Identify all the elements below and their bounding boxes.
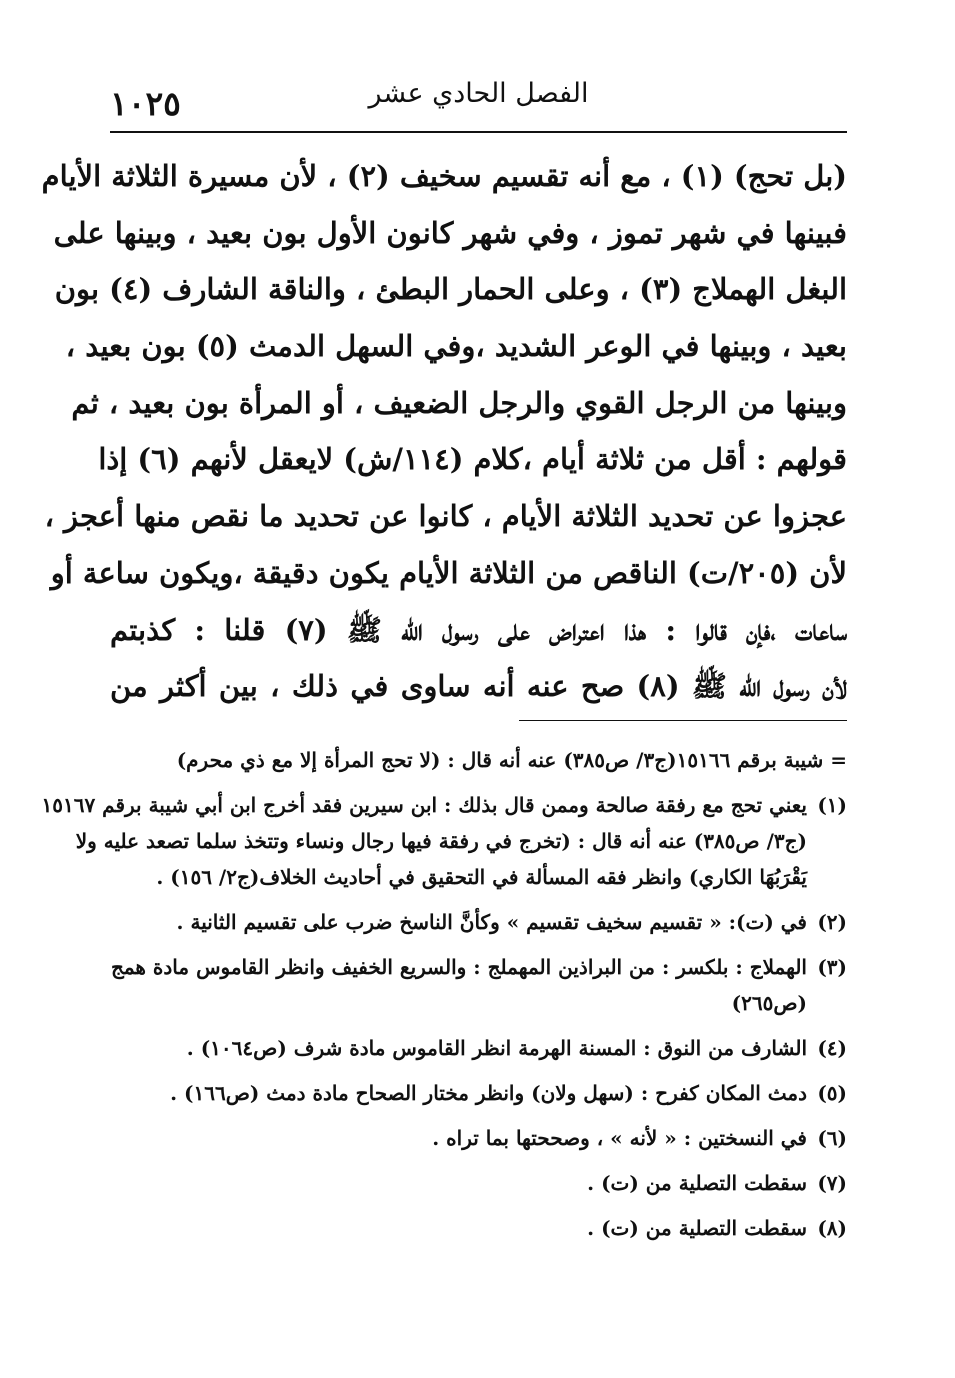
text-line: بعيد ، وبينها في الوعر الشديد ،وفي السهل الدمث (٥) بون بعيد ، (65, 329, 847, 364)
footnote-line: (ص٢٦٥) (731, 991, 807, 1015)
text-line: فبينها في شهر تموز ، وفي شهر كانون الأول بون بعيد ، وبينها على (53, 215, 847, 250)
footnote-7 (110, 1165, 847, 1201)
header-divider (110, 131, 847, 133)
footnotes (41, 742, 847, 1255)
footnote-3 (110, 949, 847, 1021)
footnote-text: الشارف من النوق : المسنة الهرمة انظر القاموس مادة شرف (ص١٠٦٤) . (186, 1036, 807, 1060)
footnote-line: = شيبة برقم ١٥١٦٦(ج٣/ ص٣٨٥) عنه أنه قال : (لا تحج المرأة إلا مع ذي محرم) (176, 748, 847, 772)
footnote-line (110, 1075, 847, 1111)
footnote-2 (110, 904, 847, 940)
footnote-line (110, 1210, 847, 1246)
footnote-5 (110, 1075, 847, 1111)
main-text (41, 148, 847, 715)
footnote-number: (٦) (817, 1126, 847, 1150)
footnote-text: يعني تحج مع رفقة صالحة وممن قال بذلك : ابن سيرين فقد أخرج ابن أبي شيبة برقم ١٥١٦٧ (41, 793, 807, 817)
footnote-4 (110, 1030, 847, 1066)
footnote-8 (110, 1210, 847, 1246)
footnote-line (110, 904, 847, 940)
footnote-line: (ج٣/ ص٣٨٥) عنه أنه قال : (تخرج في رفقة فيها رجال ونساء وتتخذ سلما تصعد عليه ولا (75, 829, 807, 853)
footnote-1 (41, 787, 847, 895)
footnote-number: (١) (817, 793, 847, 817)
text-line: البغل الهملاج (٣) ، وعلى الحمار البطئ ، والناقة الشارف (٤) بون (54, 272, 847, 307)
text-line: لأن رسول الله ﷺ (٨) صح عنه أنه ساوى في ذلك ، بين أكثر من (110, 669, 847, 704)
footnote-continuation (110, 742, 847, 778)
footnote-line (110, 949, 847, 985)
footnote-number: (٤) (817, 1036, 847, 1060)
footnote-line (110, 1165, 847, 1201)
footnote-number: (٧) (817, 1171, 847, 1195)
footnote-divider (519, 720, 847, 721)
chapter-title: الفصل الحادي عشر (368, 78, 589, 109)
footnote-number: (٢) (817, 910, 847, 934)
text-line: لأن (٢٠٥/ت) الناقص من الثلاثة الأيام يكون دقيقة ،ويكون ساعة أو (50, 555, 847, 590)
footnote-text: في (ت): « تقسيم سخيف تقسيم » وكأنَّ الناسخ ضرب على تقسيم الثانية . (176, 910, 807, 934)
footnote-number: (٥) (817, 1081, 847, 1105)
footnote-text: في النسختين : « لأنه » ، وصححتها بما تراه . (432, 1126, 807, 1150)
text-line: عجزوا عن تحديد الثلاثة الأيام ، كانوا عن تحديد ما نقص منها أعجز ، (44, 499, 847, 534)
footnote-line (110, 1120, 847, 1156)
footnote-6 (110, 1120, 847, 1156)
text-line: وبينها من الرجل القوي والرجل الضعيف ، أو المرأة بون بعيد ، ثم (71, 385, 847, 420)
page-header (110, 72, 847, 132)
footnote-line (110, 1030, 847, 1066)
footnote-number: (٣) (817, 955, 847, 979)
footnote-text: دمث المكان كفرح : (سهل ولان) وانظر مختار الصحاح مادة دمث (ص١٦٦) . (170, 1081, 807, 1105)
text-line: قولهم : أقل من ثلاثة أيام ،كلام (١١٤/ش) لايعقل لأنهم (٦) إذا (98, 442, 847, 477)
footnote-text: سقطت التصلية من (ت) . (587, 1171, 807, 1195)
footnote-text: الهملاج : بلكسر : من البراذين المهملج : والسريع الخفيف وانظر القاموس مادة همج (110, 955, 807, 979)
text-line: ساعات ،فإن قالوا : هذا اعتراض على رسول الله ﷺ (٧) قلنا : كذبتم (110, 612, 847, 647)
footnote-text: سقطت التصلية من (ت) . (587, 1216, 807, 1240)
footnote-number: (٨) (817, 1216, 847, 1240)
page-number: ١٠٢٥ (110, 84, 181, 123)
footnote-line: يَقْرَبُهَا الكاري) وانظر فقه المسألة في التحقيق في أحاديث الخلاف(ج٢/ ١٥٦) . (156, 865, 807, 889)
text-line: (بل تحج) (١) ، مع أنه تقسيم سخيف (٢) ، لأن مسيرة الثلاثة الأيام (41, 159, 847, 193)
footnote-line (41, 787, 847, 823)
